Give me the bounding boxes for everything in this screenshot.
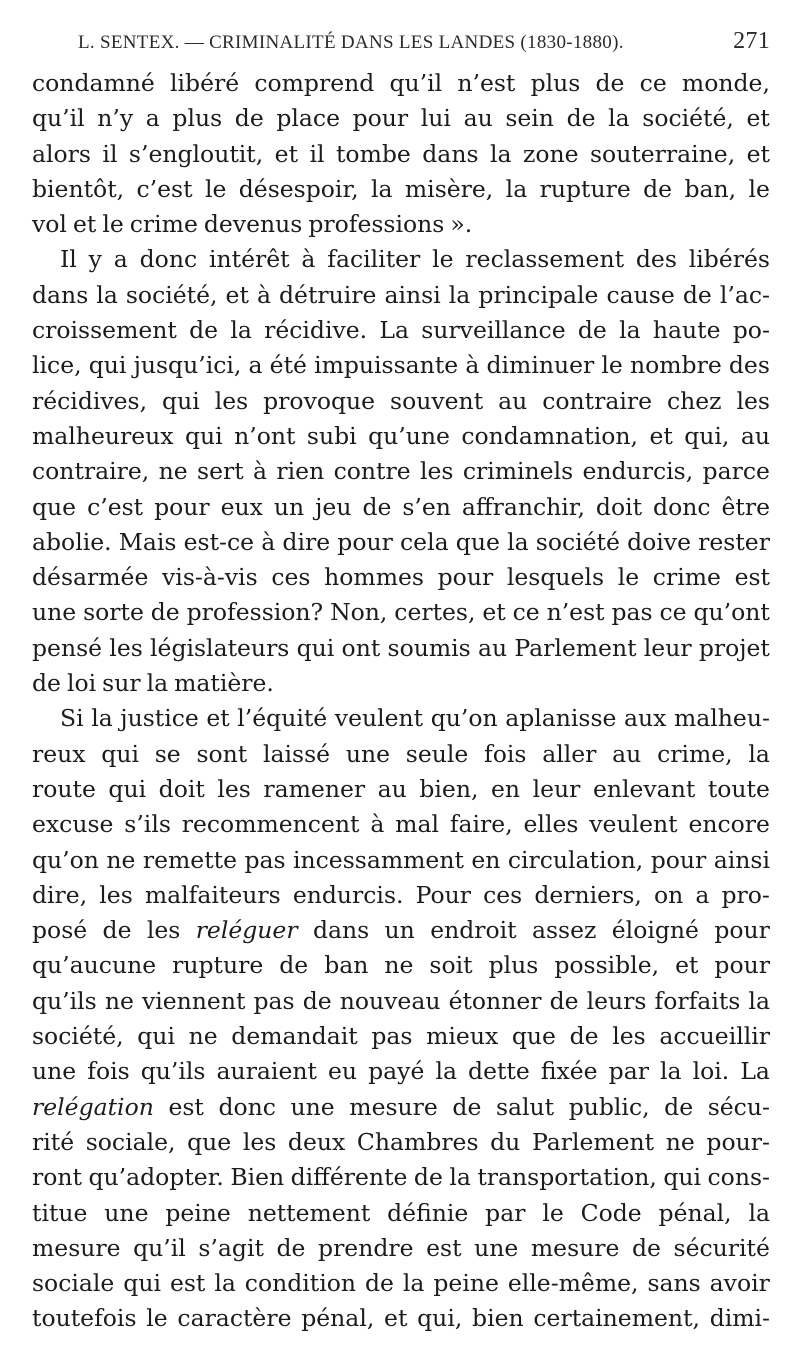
body-text (32, 66, 770, 1337)
text-line: rité sociale, que les deux Chambres du Parlement ne pour- (32, 1127, 770, 1156)
text-line: société, qui ne demandait pas mieux que de les accueillir (32, 1022, 770, 1051)
text-line: posé de les reléguer dans un endroit assez éloigné pour (32, 916, 770, 945)
text-line: Si la justice et l’équité veulent qu’on aplanisse aux malheu- (60, 704, 770, 733)
text-line: titue une peine nettement définie par le Code pénal, la (32, 1198, 770, 1227)
text-line: route qui doit les ramener au bien, en leur enlevant toute (32, 774, 770, 803)
text-line: dire, les malfaiteurs endurcis. Pour ces derniers, on a pro- (32, 880, 770, 909)
text-line: une fois qu’ils auraient eu payé la dette fixée par la loi. La (32, 1057, 770, 1086)
text-line: alors il s’engloutit, et il tombe dans la zone souterraine, et (32, 139, 770, 168)
text-line: vol et le crime devenus professions ». (32, 210, 473, 239)
text-line: une sorte de profession? Non, certes, et ce n’est pas ce qu’ont (32, 598, 770, 627)
text-line: récidives, qui les provoque souvent au contraire chez les (32, 386, 770, 415)
text-line: mesure qu’il s’agit de prendre est une mesure de sécurité (32, 1233, 770, 1262)
text-line: contraire, ne sert à rien contre les criminels endurcis, parce (32, 457, 770, 486)
text-line: reux qui se sont laissé une seule fois aller au crime, la (32, 739, 770, 768)
text-line: qu’on ne remette pas incessamment en circulation, pour ainsi (32, 845, 770, 874)
text-line: excuse s’ils recommencent à mal faire, elles veulent encore (32, 810, 770, 839)
paragraph (32, 66, 770, 242)
page-number: 271 (733, 28, 770, 54)
text-line: bientôt, c’est le désespoir, la misère, la rupture de ban, le (32, 174, 770, 203)
text-line: que c’est pour eux un jeu de s’en affranchir, doit donc être (32, 492, 770, 521)
text-line: malheureux qui n’ont subi qu’une condamnation, et qui, au (32, 421, 770, 450)
running-head (78, 28, 770, 58)
paragraph (32, 701, 770, 1336)
text-line: ront qu’adopter. Bien différente de la transportation, qui cons- (32, 1163, 770, 1192)
text-line: croissement de la récidive. La surveillance de la haute po- (32, 316, 770, 345)
text-line: qu’ils ne viennent pas de nouveau étonner de leurs forfaits la (32, 986, 770, 1015)
text-line: qu’il n’y a plus de place pour lui au sein de la société, et (32, 104, 770, 133)
text-line: dans la société, et à détruire ainsi la principale cause de l’ac- (32, 280, 770, 309)
text-line: sociale qui est la condition de la peine elle-même, sans avoir (32, 1269, 770, 1298)
paragraph (32, 242, 770, 701)
text-line: pensé les législateurs qui ont soumis au Parlement leur projet (32, 633, 770, 662)
text-line: abolie. Mais est-ce à dire pour cela que la société doive rester (32, 527, 770, 556)
text-line: condamné libéré comprend qu’il n’est plus de ce monde, (32, 69, 770, 97)
text-line: toutefois le caractère pénal, et qui, bien certainement, dimi- (32, 1304, 770, 1333)
text-line: Il y a donc intérêt à faciliter le reclassement des libérés (60, 245, 770, 274)
text-line: désarmée vis-à-vis ces hommes pour lesquels le crime est (32, 563, 770, 592)
text-line: qu’aucune rupture de ban ne soit plus possible, et pour (32, 951, 770, 980)
text-line: de loi sur la matière. (32, 669, 274, 698)
text-line: lice, qui jusqu’ici, a été impuissante à diminuer le nombre des (32, 351, 770, 380)
text-line: relégation est donc une mesure de salut public, de sécu- (32, 1092, 770, 1121)
running-head-title: L. SENTEX. — CRIMINALITÉ DANS LES LANDES (1830-1880). (78, 32, 624, 53)
